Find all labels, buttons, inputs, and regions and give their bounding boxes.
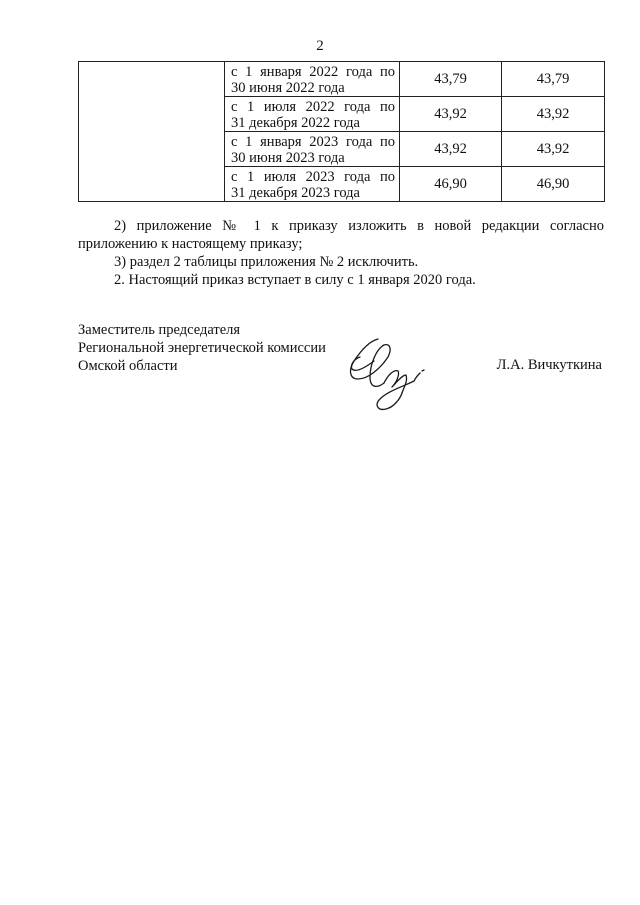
tariff-value-cell: 43,79 — [502, 62, 605, 97]
paragraph-line: 3) раздел 2 таблицы приложения № 2 исключить. — [114, 254, 419, 270]
period-cell — [225, 97, 400, 132]
period-text-line2: 30 июня 2022 года — [231, 80, 345, 96]
signer-title-line: Региональной энергетической комиссии — [78, 340, 326, 356]
paragraph-line: приложению к настоящему приказу; — [78, 236, 303, 252]
period-text-line2: 31 декабря 2023 года — [231, 185, 360, 201]
period-text-line1: с 1 июля 2022 года по — [231, 99, 395, 115]
period-text-line2: 31 декабря 2022 года — [231, 115, 360, 131]
table-empty-cell — [79, 62, 225, 202]
tariff-value-cell: 46,90 — [400, 167, 502, 202]
tariff-value-cell: 43,79 — [400, 62, 502, 97]
signer-title-line: Заместитель председателя — [78, 322, 241, 338]
paragraph-clause-2 — [78, 271, 604, 289]
period-text-line1: с 1 января 2022 года по — [231, 64, 395, 80]
tariff-value-cell: 46,90 — [502, 167, 605, 202]
period-text-line2: 30 июня 2023 года — [231, 150, 345, 166]
period-cell — [225, 62, 400, 97]
tariff-table — [78, 61, 605, 202]
paragraph-line: 2. Настоящий приказ вступает в силу с 1 января 2020 года. — [114, 272, 476, 288]
period-text-line1: с 1 января 2023 года по — [231, 134, 395, 150]
paragraph-item-2 — [78, 217, 604, 253]
tariff-value-cell: 43,92 — [502, 97, 605, 132]
handwritten-signature — [340, 335, 440, 415]
period-text-line1: с 1 июля 2023 года по — [231, 169, 395, 185]
tariff-value-cell: 43,92 — [502, 132, 605, 167]
tariff-value-cell: 43,92 — [400, 97, 502, 132]
paragraph-line: 2) приложение № 1 к приказу изложить в новой редакции согласно — [114, 218, 604, 234]
table-row — [79, 62, 605, 97]
page-number: 2 — [316, 38, 324, 54]
signer-title — [78, 321, 326, 375]
tariff-value-cell: 43,92 — [400, 132, 502, 167]
paragraph-item-3 — [78, 253, 604, 271]
period-cell — [225, 167, 400, 202]
period-cell — [225, 132, 400, 167]
signer-title-line: Омской области — [78, 358, 178, 374]
signer-name: Л.А. Вичкуткина — [496, 357, 602, 373]
